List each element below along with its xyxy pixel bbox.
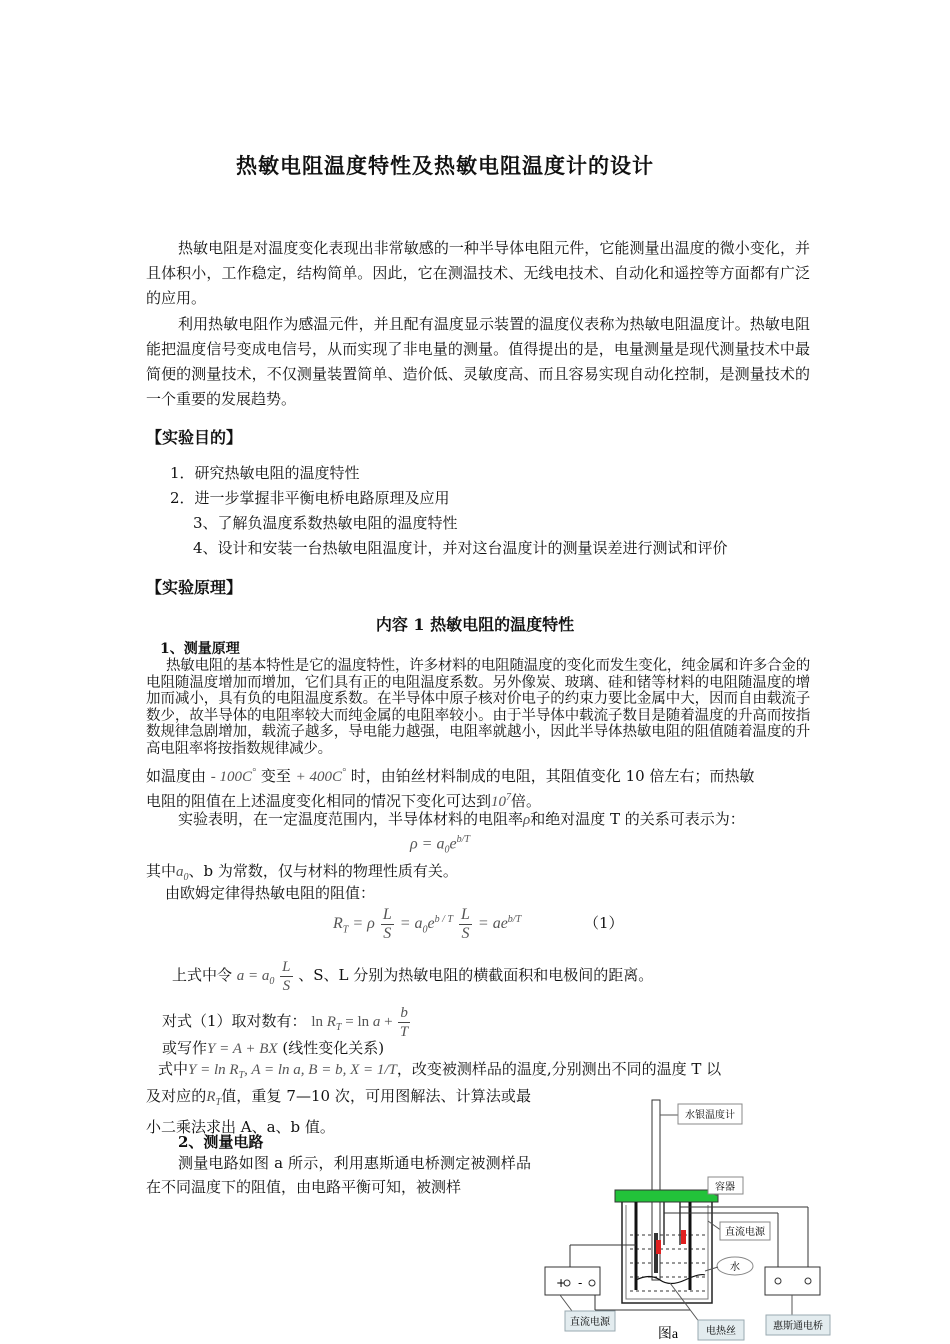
minus-symbol: - — [578, 1276, 583, 1290]
thermometer-label: 水银温度计 — [685, 1110, 735, 1121]
figure-caption: 图a — [657, 1327, 679, 1342]
experiment-line — [178, 808, 745, 831]
a0-symbol — [176, 864, 189, 883]
temp-from: - 100C° — [210, 767, 257, 785]
repeat-text-b: 值，重复 7—10 次，可用图解法、计算法或最小二乘法求出 A、a、b 值。 — [146, 1087, 531, 1136]
text-b: 变至 — [260, 767, 291, 785]
intro-paragraph-1: 热敏电阻是对温度变化表现出非常敏感的一种半导体电阻元件，它能测量出温度的微小变化，并且体积小，工作稳定，结构简单。因此，它在测温技术、无线电技术、自动化和遥控等方面都有广泛的应用。 — [146, 239, 810, 307]
a0: a — [176, 864, 184, 880]
bridge-label: 惠斯通电桥 — [773, 1321, 823, 1332]
purpose-heading: 【实验目的】 — [146, 428, 243, 447]
heater-label: 电热丝 — [706, 1326, 736, 1337]
let-line — [172, 958, 653, 995]
linear-text-b: (线性变化关系) — [282, 1039, 385, 1057]
where-expr — [188, 1062, 397, 1081]
where-expr-b: , A = ln a, B = b, X = 1/T — [244, 1062, 397, 1078]
fraction-b-t: $\frac{b}{T}$ — [399, 1005, 409, 1040]
where-expr-main: Y = ln R — [188, 1062, 239, 1078]
figure-a-diagram — [540, 1095, 845, 1344]
intro-paragraph-2: 利用热敏电阻作为感温元件，并且配有温度显示装置的温度仪表称为热敏电阻温度计。热敏电阻能把温度信号变成电信号，从而实现了非电量的测量。值得提出的是，电量测量是现代测量技术中最简便的测量技术，不仅测量装置简单、造价低、灵敏度高、而且容易实现自动化控制，是测量技术的一个重要的发展趋势。 — [146, 315, 810, 408]
temp-from-value: - 100C — [210, 769, 253, 785]
exp-text: 实验表明，在一定温度范围内，半导体材料的电阻率 — [178, 810, 524, 828]
water-label: 水 — [730, 1262, 740, 1273]
sample-red-1 — [656, 1240, 661, 1254]
const-text: 其中 — [146, 862, 177, 880]
pow-base: 10 — [491, 794, 507, 810]
purpose-item-1: 1．研究热敏电阻的温度特性 — [170, 464, 360, 482]
formula-rho-exp: b/T — [456, 834, 470, 845]
fraction-l-s-3: $\frac{L}{S}$ — [282, 959, 291, 994]
page-title: 热敏电阻温度特性及热敏电阻温度计的设计 — [236, 153, 654, 178]
content-title: 内容 1 热敏电阻的温度特性 — [375, 615, 575, 634]
equation-1-label: （1） — [584, 914, 624, 932]
circuit-paragraph: 测量电路如图 a 所示，利用惠斯通电桥测定被测样品在不同温度下的阻值，由电路平衡可知，被测样 — [146, 1154, 531, 1196]
let-text-b: 、S、L 分别为热敏电阻的横截面积和电极间的距离。 — [298, 965, 654, 984]
where-text: 式中 — [158, 1060, 189, 1078]
container-label: 容器 — [715, 1182, 735, 1193]
repeat-text: 及对应的 — [146, 1087, 207, 1105]
equation-1: $R_T = \rho$ $\frac{L}{S}$ = $a_0e^{b / T}$ $\frac{L}{S}$ = $ae^{b/T}$ — [333, 906, 522, 942]
inner-dc-label: 直流电源 — [725, 1227, 765, 1238]
bridge-box — [765, 1267, 820, 1295]
where-text-b: ，改变被测样品的温度,分别测出不同的温度 T 以 — [396, 1060, 722, 1078]
fraction-l-s-2: $\frac{L}{S}$ — [460, 906, 470, 942]
where-line — [158, 1058, 721, 1087]
temp-to: + 400C° — [295, 767, 347, 785]
rt: R — [206, 1089, 216, 1105]
container-lid — [615, 1190, 718, 1202]
principle-paragraph: 热敏电阻的基本特性是它的温度特性，许多材料的电阻随温度的变化而发生变化，纯金属和许多合金的电阻随温度增加而增加，它们具有正的电阻温度系数。另外像炭、玻璃、硅和锗等材料的电阻随温度的增加而减小，具有负的电阻温度系数。在半导体中原子核对价电子的约束力要比金属中大，因而自由载流子数少，故半导体的电阻率较大而纯金属的电阻率较小。由于半导体中载流子数目是随着温度的升高而按指数规律急剧增加，载流子越多，导电能力越强，电阻率就越小，因此半导体热敏电阻的阻值随着温度的升高电阻率将按指数规律减少。 — [146, 658, 810, 757]
formula-rho-e: e — [449, 835, 457, 853]
log-text: 对式（1）取对数有： — [162, 1011, 307, 1030]
heater-wire — [636, 1275, 705, 1284]
formula-rho-main: ρ = a — [410, 835, 445, 853]
text-e: 倍。 — [511, 792, 542, 810]
where-expr-sub: T — [238, 1070, 245, 1081]
plus-symbol: + — [556, 1276, 567, 1290]
exp-text-b: 和绝对温度 T 的关系可表示为： — [530, 810, 745, 828]
purpose-item-3: 3、了解负温度系数热敏电阻的温度特性 — [193, 514, 458, 532]
let-text: 上式中令 — [172, 965, 233, 984]
a-definition: $a = a_0$ $\frac{L}{S}$ — [236, 959, 291, 994]
linear-line — [162, 1037, 384, 1060]
subhead-measure-circuit: 2、测量电路 — [178, 1133, 264, 1151]
sample-red-2 — [681, 1230, 686, 1244]
rt-symbol — [206, 1089, 222, 1108]
purpose-item-2: 2．进一步掌握非平衡电桥电路原理及应用 — [170, 489, 450, 507]
formula-rho — [410, 834, 470, 856]
log-line — [162, 1004, 412, 1041]
text-a: 如温度由 — [146, 767, 207, 785]
text-d: 电阻的阻值在上述温度变化相同的情况下变化可达到 — [146, 792, 492, 810]
principle-heading: 【实验原理】 — [146, 578, 243, 597]
ohm-line: 由欧姆定律得热敏电阻的阻值： — [165, 884, 376, 902]
dc-label: 直流电源 — [570, 1317, 610, 1328]
a0-sub: 0 — [183, 872, 189, 883]
purpose-item-4: 4、设计和安装一台热敏电阻温度计，并对这台温度计的测量误差进行测试和评价 — [193, 539, 728, 557]
vessel-inner — [626, 1205, 708, 1299]
fraction-l-s: $\frac{L}{S}$ — [382, 906, 392, 942]
linear-expr: Y = A + BX — [207, 1041, 278, 1057]
temp-to-value: + 400C — [295, 769, 343, 785]
rho-symbol: ρ — [523, 812, 531, 828]
formula-rho-sub: 0 — [444, 844, 450, 856]
dc-source-box — [545, 1267, 600, 1295]
text-c: 时，由铂丝材料制成的电阻，其阻值变化 10 倍左右；而热敏 — [350, 767, 755, 785]
rt-sub: T — [215, 1097, 222, 1108]
linear-text: 或写作 — [162, 1039, 208, 1057]
log-formula: $\ln R_T = \ln a$ + $\frac{b}{T}$ — [311, 1005, 409, 1040]
subhead-measure-principle: 1、测量原理 — [160, 641, 240, 657]
temperature-range-line — [146, 762, 754, 788]
pow-exp: 7 — [506, 792, 512, 803]
const-text-b: 、b 为常数，仅与材料的物理性质有关。 — [188, 862, 458, 880]
